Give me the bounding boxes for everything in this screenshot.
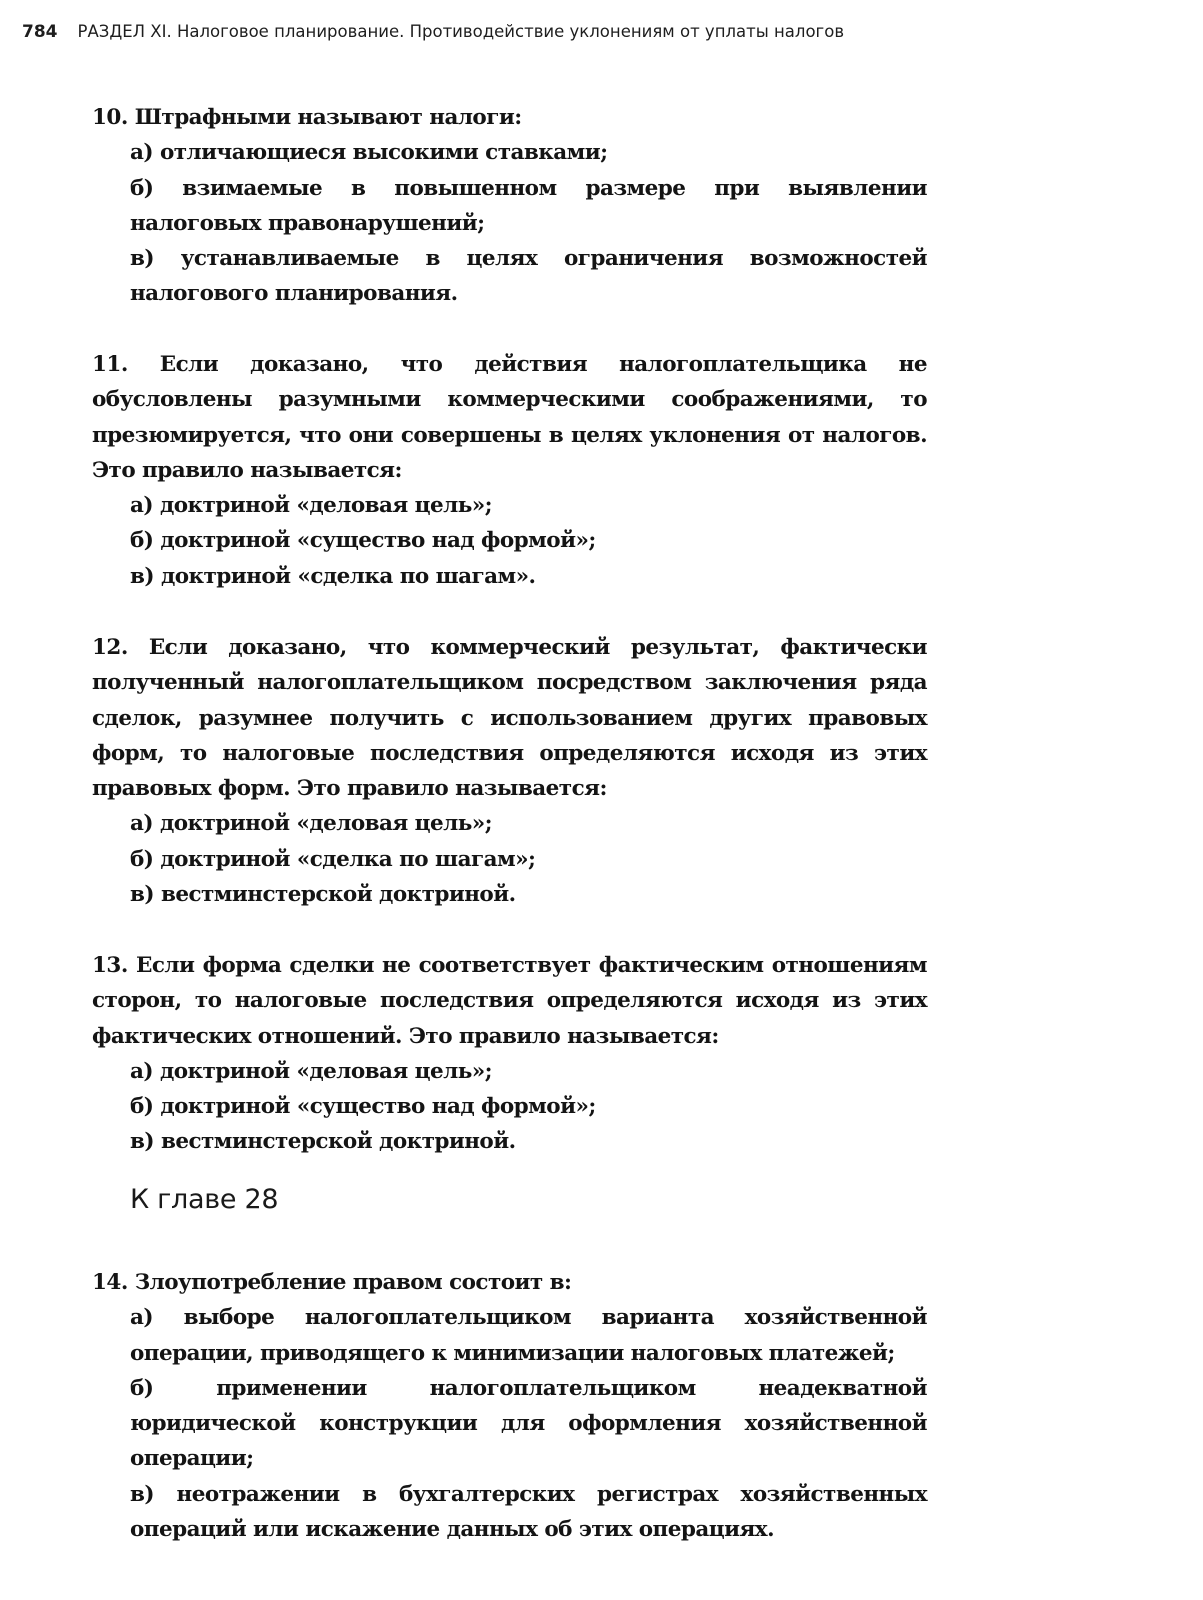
answer-option: б) взимаемые в повышенном размере при выявлении налоговых правонарушений;: [130, 175, 927, 236]
question-number: 14.: [92, 1270, 128, 1295]
question-text: Если форма сделки не соответствует фактическим отношениям сторон, то налоговые последствия определяются исходя из этих фактических отношений. Это правило называется:: [92, 953, 927, 1049]
answer-option: а) отличающиеся высокими ставками;: [130, 140, 608, 166]
question-text: Если доказано, что коммерческий результат, фактически полученный налогоплательщиком посредством заключения ряда сделок, разумнее получить с использованием других правовых форм, то налоговые последствия определяются исходя из этих правовых форм. Это правило называется:: [92, 635, 928, 802]
answer-option: а) доктриной «деловая цель»;: [130, 1058, 493, 1084]
answer-options: [92, 1054, 927, 1160]
answer-option: б) доктриной «сделка по шагам»;: [130, 846, 536, 872]
question-number: 10.: [92, 105, 128, 130]
answer-options: [92, 1300, 927, 1547]
question-text: Злоупотребление правом состоит в:: [134, 1270, 572, 1295]
answer-option: а) доктриной «деловая цель»;: [130, 493, 493, 519]
running-header: [22, 18, 1022, 46]
question-12: [92, 630, 927, 912]
answer-option: б) доктриной «существо над формой»;: [130, 1094, 596, 1120]
answer-option: б) применении налогоплательщиком неадекватной юридической конструкции для оформления хозяйственной операции;: [130, 1375, 927, 1472]
question-14: [92, 1265, 927, 1547]
question-number: 12.: [92, 635, 128, 660]
question-13: [92, 948, 927, 1160]
answer-option: в) устанавливаемые в целях ограничения возможностей налогового планирования.: [130, 246, 927, 307]
answer-options: [92, 806, 927, 912]
answer-option: а) выборе налогоплательщиком варианта хозяйственной операции, приводящего к минимизации налоговых платежей;: [130, 1305, 927, 1366]
answer-option: в) вестминстерской доктриной.: [130, 882, 516, 908]
answer-options: [92, 135, 927, 311]
answer-options: [92, 488, 927, 594]
question-text: Штрафными называют налоги:: [134, 105, 522, 130]
page-number: 784: [22, 22, 58, 42]
question-number: 11.: [92, 352, 128, 377]
question-stem: [92, 347, 927, 488]
question-10: [92, 100, 927, 312]
question-text: Если доказано, что действия налогоплательщика не обусловлены разумными коммерческими соображениями, то презюмируется, что они совершены в целях уклонения от налогов. Это правило называется:: [92, 352, 927, 483]
answer-option: в) неотражении в бухгалтерских регистрах хозяйственных операций или искажение данных об этих операциях.: [130, 1481, 927, 1543]
chapter-heading: К главе 28: [130, 1184, 279, 1215]
question-11: [92, 347, 927, 594]
question-stem: [92, 1265, 927, 1300]
answer-option: в) вестминстерской доктриной.: [130, 1129, 516, 1155]
answer-option: в) доктриной «сделка по шагам».: [130, 563, 536, 589]
question-stem: [92, 100, 927, 135]
answer-option: б) доктриной «существо над формой»;: [130, 528, 596, 554]
answer-option: а) доктриной «деловая цель»;: [130, 811, 493, 837]
question-number: 13.: [92, 953, 128, 978]
question-stem: [92, 630, 927, 806]
running-title: РАЗДЕЛ XI. Налоговое планирование. Противодействие уклонениям от уплаты налогов: [77, 22, 845, 41]
question-stem: [92, 948, 927, 1054]
